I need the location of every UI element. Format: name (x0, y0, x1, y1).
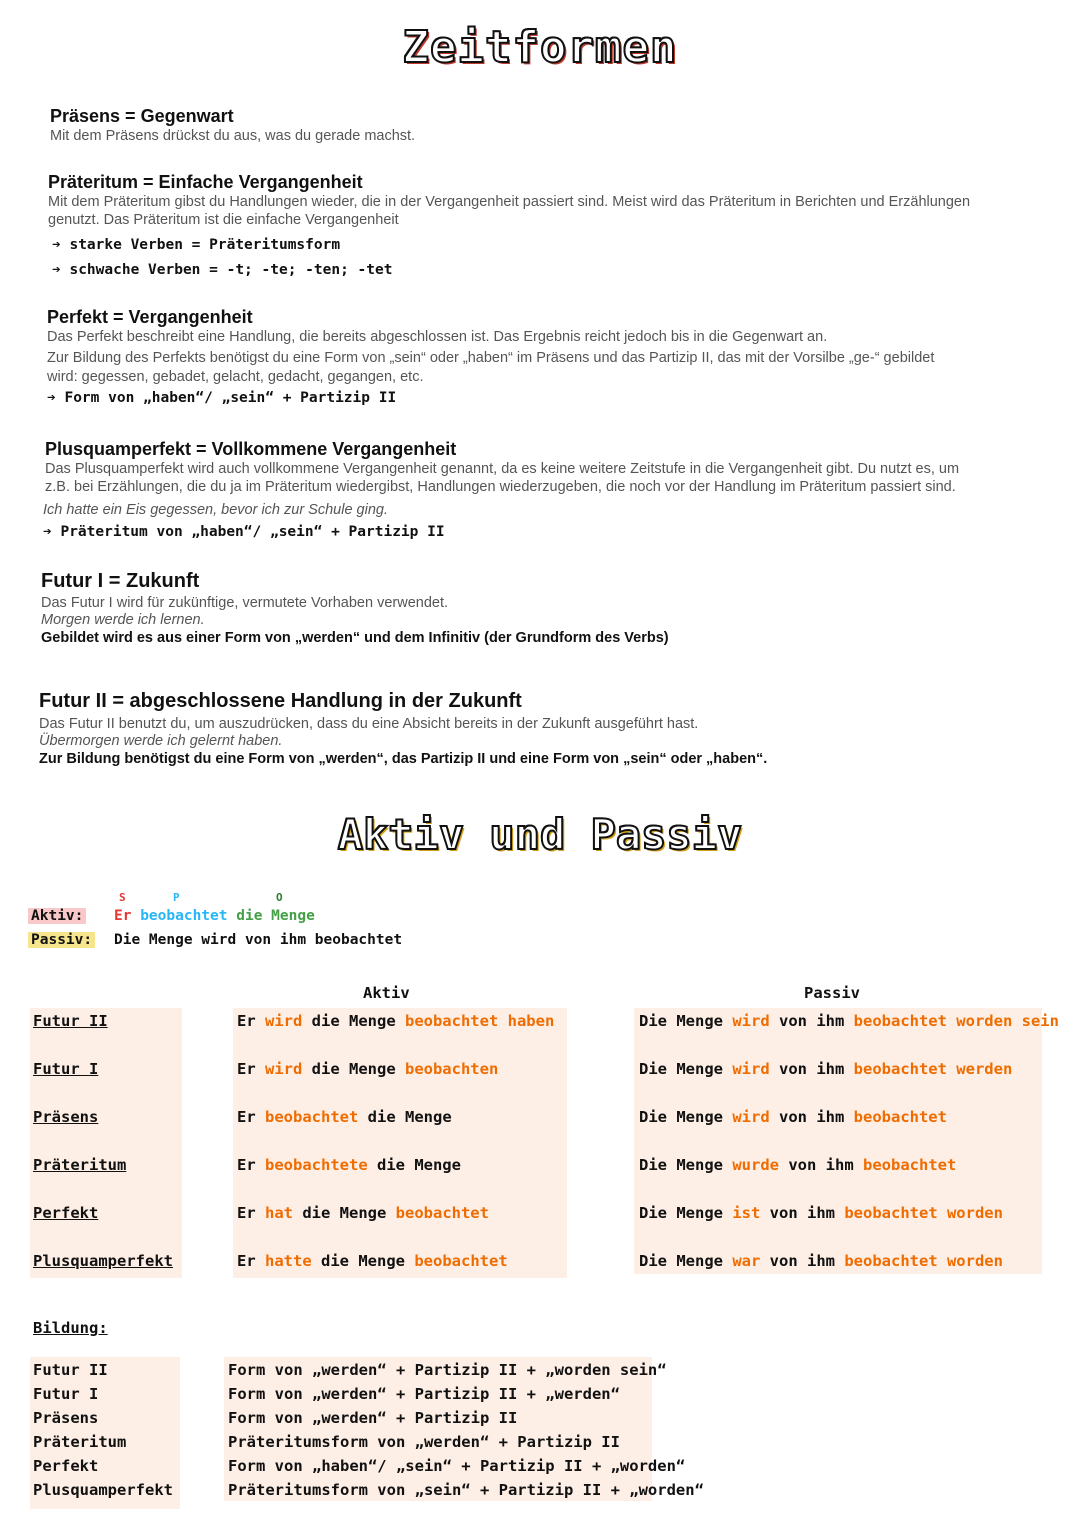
praeteritum-heading: Präteritum = Einfache Vergangenheit (48, 172, 363, 192)
perfekt-text-3: wird: gegessen, gebadet, gelacht, gedacht, gegangen, etc. (47, 369, 424, 385)
bildung-row-tense: Plusquamperfekt (33, 1481, 173, 1499)
aktiv-predicate: beobachtet (140, 908, 228, 924)
table-row-aktiv: Er beobachtete die Menge (237, 1156, 461, 1174)
aktiv-column-bg (233, 1008, 567, 1278)
futur2-rule: Zur Bildung benötigst du eine Form von „werden“, das Partizip II und eine Form von „sein“ oder „haben“. (39, 751, 768, 767)
praeteritum-text-2: genutzt. Das Präteritum ist die einfache Vergangenheit (48, 212, 399, 228)
tense-column-bg (30, 1008, 182, 1278)
table-row-passiv: Die Menge wird von ihm beobachtet werden (639, 1060, 1013, 1078)
table-row-tense: Perfekt (33, 1204, 99, 1222)
bildung-row-tense: Futur I (33, 1385, 99, 1403)
table-row-tense: Futur II (33, 1012, 108, 1030)
perfekt-rule: ➔ Form von „haben“/ „sein“ + Partizip II (47, 390, 397, 406)
passiv-label: Passiv: (28, 932, 95, 948)
praeteritum-text-1: Mit dem Präteritum gibst du Handlungen wieder, die in der Vergangenheit passiert sind. Meist wird das Präteritum in Berichten und Erzählungen (48, 194, 971, 210)
table-row-passiv: Die Menge ist von ihm beobachtet worden (639, 1204, 1003, 1222)
predicate-label: P (173, 891, 180, 904)
futur1-rule: Gebildet wird es aus einer Form von „werden“ und dem Infinitiv (der Grundform des Verbs) (41, 630, 669, 646)
perfekt-text-2: Zur Bildung des Perfekts benötigst du eine Form von „sein“ oder „haben“ im Präsens und das Partizip II, das mit der Vorsilbe „ge-“ gebildet (47, 350, 935, 366)
futur2-example: Übermorgen werde ich gelernt haben. (39, 733, 283, 749)
table-row-aktiv: Er wird die Menge beobachtet haben (237, 1012, 555, 1030)
bildung-row-rule: Form von „werden“ + Partizip II + „werden“ (228, 1385, 620, 1403)
perfekt-text-1: Das Perfekt beschreibt eine Handlung, die bereits abgeschlossen ist. Das Ergebnis reicht jedoch bis in die Gegenwart an. (47, 329, 828, 345)
bildung-heading: Bildung: (33, 1319, 108, 1337)
table-row-aktiv: Er beobachtet die Menge (237, 1108, 452, 1126)
table-row-tense: Futur I (33, 1060, 99, 1078)
passiv-column-bg (634, 1008, 1042, 1274)
praesens-heading: Präsens = Gegenwart (50, 106, 234, 126)
praesens-text: Mit dem Präsens drückst du aus, was du gerade machst. (50, 128, 416, 144)
table-row-passiv: Die Menge wurde von ihm beobachtet (639, 1156, 957, 1174)
table-row-aktiv: Er wird die Menge beobachten (237, 1060, 499, 1078)
aktiv-passiv-title: Aktiv und Passiv (337, 810, 743, 859)
praeteritum-rule-weak: ➔ schwache Verben = -t; -te; -ten; -tet (52, 262, 393, 278)
perfekt-heading: Perfekt = Vergangenheit (47, 307, 253, 327)
aktiv-subject: Er (114, 908, 132, 924)
table-row-tense: Plusquamperfekt (33, 1252, 173, 1270)
aktiv-column-header: Aktiv (363, 984, 410, 1002)
table-row-aktiv: Er hat die Menge beobachtet (237, 1204, 489, 1222)
table-row-passiv: Die Menge war von ihm beobachtet worden (639, 1252, 1003, 1270)
aktiv-example-sentence (114, 908, 315, 924)
table-row-aktiv: Er hatte die Menge beobachtet (237, 1252, 508, 1270)
praeteritum-rule-strong: ➔ starke Verben = Präteritumsform (52, 237, 341, 253)
futur1-heading: Futur I = Zukunft (41, 570, 200, 592)
passiv-example-sentence: Die Menge wird von ihm beobachtet (114, 932, 403, 948)
plusquamperfekt-rule: ➔ Präteritum von „haben“/ „sein“ + Partizip II (43, 524, 445, 540)
futur1-text: Das Futur I wird für zukünftige, vermutete Vorhaben verwendet. (41, 595, 449, 611)
bildung-row-rule: Form von „werden“ + Partizip II (228, 1409, 518, 1427)
plusquamperfekt-heading: Plusquamperfekt = Vollkommene Vergangenheit (45, 439, 457, 459)
plusquamperfekt-text-2: z.B. bei Erzählungen, die du ja im Präteritum wiedergibst, Handlungen wiederzugeben, die noch vor der Handlung im Präteritum passiert sind. (45, 479, 956, 495)
bildung-row-rule: Form von „werden“ + Partizip II + „worden sein“ (228, 1361, 667, 1379)
futur2-heading: Futur II = abgeschlossene Handlung in der Zukunft (39, 690, 522, 712)
page-title: Zeitformen (402, 22, 678, 73)
bildung-row-tense: Futur II (33, 1361, 108, 1379)
futur2-text: Das Futur II benutzt du, um auszudrücken, dass du eine Absicht bereits in der Zukunft ausgeführt hast. (39, 716, 699, 732)
plusquamperfekt-text-1: Das Plusquamperfekt wird auch vollkommene Vergangenheit genannt, da es keine weitere Zeitstufe in die Vergangenheit gibt. Du nutzt es, um (45, 461, 960, 477)
bildung-row-rule: Präteritumsform von „sein“ + Partizip II + „worden“ (228, 1481, 704, 1499)
aktiv-object: die Menge (236, 908, 315, 924)
aktiv-label: Aktiv: (28, 908, 86, 924)
table-row-passiv: Die Menge wird von ihm beobachtet (639, 1108, 947, 1126)
table-row-tense: Präsens (33, 1108, 99, 1126)
passiv-column-header: Passiv (804, 984, 860, 1002)
bildung-row-tense: Perfekt (33, 1457, 99, 1475)
subject-label: S (119, 891, 126, 904)
bildung-row-tense: Präteritum (33, 1433, 127, 1451)
plusquamperfekt-example: Ich hatte ein Eis gegessen, bevor ich zur Schule ging. (43, 502, 388, 518)
object-label: O (276, 891, 283, 904)
table-row-passiv: Die Menge wird von ihm beobachtet worden sein (639, 1012, 1059, 1030)
futur1-example: Morgen werde ich lernen. (41, 612, 205, 628)
table-row-tense: Präteritum (33, 1156, 127, 1174)
bildung-row-tense: Präsens (33, 1409, 99, 1427)
bildung-row-rule: Präteritumsform von „werden“ + Partizip II (228, 1433, 620, 1451)
bildung-row-rule: Form von „haben“/ „sein“ + Partizip II + „worden“ (228, 1457, 686, 1475)
